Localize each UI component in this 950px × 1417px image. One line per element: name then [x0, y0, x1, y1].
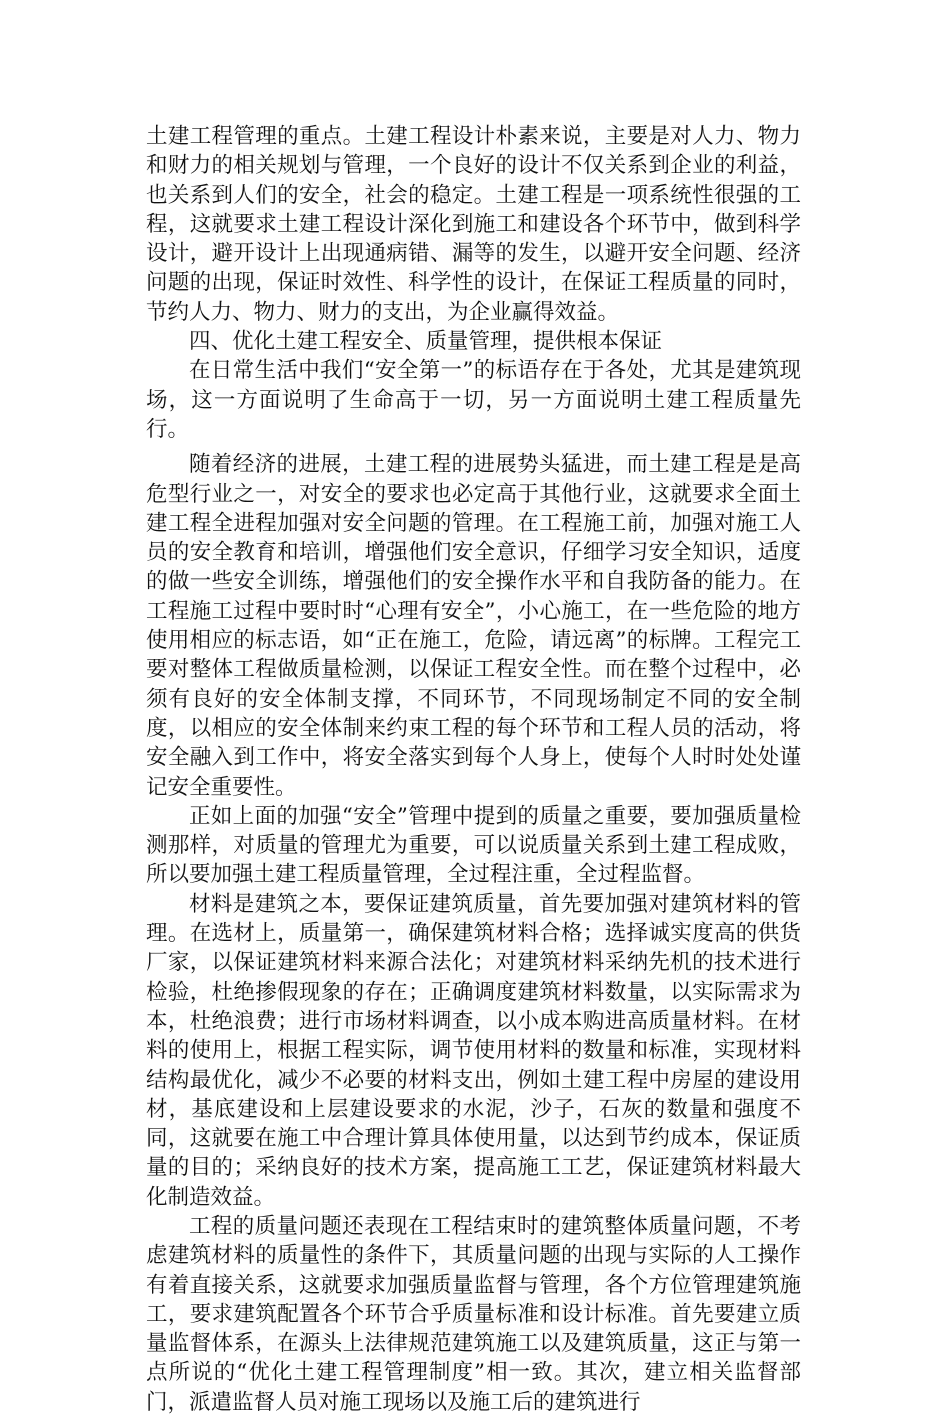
- paragraph-quality-importance: 正如上面的加强“安全”管理中提到的质量之重要，要加强质量检测那样，对质量的管理尤为重要，可以说质量关系到土建工程成败，所以要加强土建工程质量管理，全过程注重，全过程监督。: [146, 803, 801, 888]
- document-body: [146, 122, 801, 1417]
- paragraph-quality-supervision: 工程的质量问题还表现在工程结束时的建筑整体质量问题，不考虑建筑材料的质量性的条件下，其质量问题的出现与实际的人工操作有着直接关系，这就要求加强质量监督与管理，各个方位管理建筑施工，要求建筑配置各个环节合乎质量标准和设计标准。首先要建立质量监督体系，在源头上法律规范建筑施工以及建筑质量，这正与第一点所说的“优化土建工程管理制度”相一致。其次，建立相关监督部门，派遣监督人员对施工现场以及施工后的建筑进行: [146, 1213, 801, 1415]
- section-heading-4: 四、优化土建工程安全、质量管理，提供根本保证: [189, 329, 663, 355]
- paragraph-materials: 材料是建筑之本，要保证建筑质量，首先要加强对建筑材料的管理。在选材上，质量第一，确保建筑材料合格；选择诚实度高的供货厂家，以保证建筑材料来源合法化；对建筑材料采纳先机的技术进行检验，杜绝掺假现象的存在；正确调度建筑材料数量，以实际需求为本，杜绝浪费；进行市场材料调查，以小成本购进高质量材料。在材料的使用上，根据工程实际，调节使用材料的数量和标准，实现材料结构最优化，减少不必要的材料支出，例如土建工程中房屋的建设用材，基底建设和上层建设要求的水泥，沙子，石灰的数量和强度不同，这就要在施工中合理计算具体使用量，以达到节约成本，保证质量的目的；采纳良好的技术方案，提高施工工艺，保证建筑材料最大化制造效益。: [146, 891, 801, 1210]
- paragraph-design-focus: 土建工程管理的重点。土建工程设计朴素来说，主要是对人力、物力和财力的相关规划与管理，一个良好的设计不仅关系到企业的利益，也关系到人们的安全，社会的稳定。土建工程是一项系统性很强的工程，这就要求土建工程设计深化到施工和建设各个环节中，做到科学设计，避开设计上出现通病错、漏等的发生，以避开安全问题、经济问题的出现，保证时效性、科学性的设计，在保证工程质量的同时，节约人力、物力、财力的支出，为企业赢得效益。: [146, 124, 801, 325]
- paragraph-safety-first: 在日常生活中我们“安全第一”的标语存在于各处，尤其是建筑现场，这一方面说明了生命高于一切，另一方面说明土建工程质量先行。: [146, 358, 801, 442]
- paragraph-safety-management: 随着经济的进展，土建工程的进展势头猛进，而土建工程是是高危型行业之一，对安全的要求也必定高于其他行业，这就要求全面土建工程全进程加强对安全问题的管理。在工程施工前，加强对施工人员的安全教育和培训，增强他们安全意识，仔细学习安全知识，适度的做一些安全训练，增强他们的安全操作水平和自我防备的能力。在工程施工过程中要时时“心理有安全”，小心施工，在一些危险的地方使用相应的标志语，如“正在施工，危险，请远离”的标牌。工程完工要对整体工程做质量检测，以保证工程安全性。而在整个过程中，必须有良好的安全体制支撑，不同环节，不同现场制定不同的安全制度，以相应的安全体制来约束工程的每个环节和工程人员的活动，将安全融入到工作中，将安全落实到每个人身上，使每个人时时处处谨记安全重要性。: [146, 452, 801, 800]
